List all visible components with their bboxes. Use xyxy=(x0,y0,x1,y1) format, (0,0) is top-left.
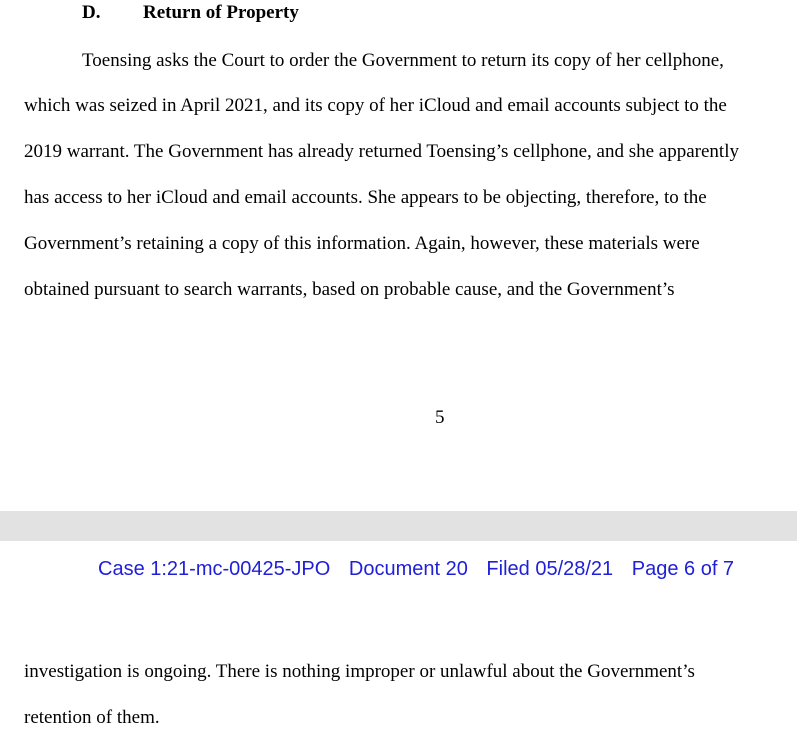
page-separator xyxy=(0,511,797,541)
page-count: Page 6 of 7 xyxy=(631,558,735,580)
body-line: has access to her iCloud and email accounts. She appears to be objecting, therefore, to the xyxy=(24,187,707,208)
body-line: obtained pursuant to search warrants, based on probable cause, and the Government’s xyxy=(24,279,675,300)
case-header xyxy=(98,558,747,581)
body-line: Toensing asks the Court to order the Government to return its copy of her cellphone, xyxy=(82,50,724,71)
section-title: Return of Property xyxy=(143,2,299,23)
body-line: Government’s retaining a copy of this information. Again, however, these materials were xyxy=(24,233,700,254)
body-line: which was seized in April 2021, and its copy of her iCloud and email accounts subject to the xyxy=(24,95,727,116)
body-line: investigation is ongoing. There is nothing improper or unlawful about the Government’s xyxy=(24,661,695,682)
document-number: Document 20 xyxy=(348,558,468,580)
filed-date: Filed 05/28/21 xyxy=(486,558,614,580)
body-line: retention of them. xyxy=(24,707,160,728)
page-number: 5 xyxy=(435,407,445,428)
case-number: Case 1:21-mc-00425-JPO xyxy=(98,558,331,580)
body-line: 2019 warrant. The Government has already returned Toensing’s cellphone, and she apparently xyxy=(24,141,739,162)
section-heading xyxy=(82,2,299,24)
section-label: D. xyxy=(82,2,101,23)
